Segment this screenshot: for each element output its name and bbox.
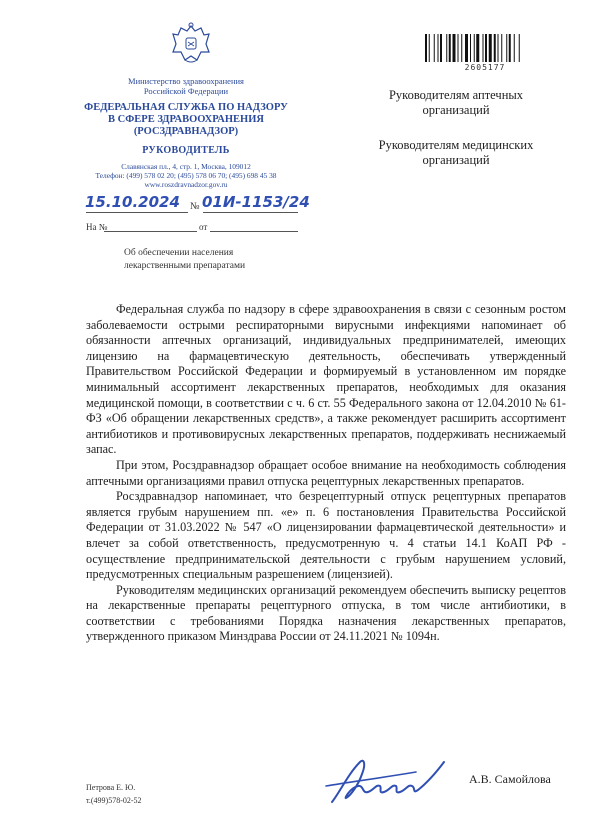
barcode-bar	[509, 34, 511, 62]
barcode-bar	[438, 34, 439, 62]
addressee-medical: Руководителям медицинских организаций	[378, 138, 534, 167]
barcode-bar	[429, 34, 430, 62]
barcode-bar	[476, 34, 479, 62]
barcode-bar	[506, 34, 507, 62]
barcode-bar	[470, 34, 471, 62]
barcode-bar	[449, 34, 451, 62]
barcode-bar	[498, 34, 499, 62]
barcode-bar	[453, 34, 456, 62]
barcode-bar	[514, 34, 515, 62]
barcode-bar	[474, 34, 475, 62]
barcode-bar	[485, 34, 487, 62]
executor-name: Петрова Е. Ю.	[86, 783, 136, 792]
addressee-pharmacies: Руководителям аптечных организаций	[388, 88, 524, 117]
barcode-bar	[434, 34, 435, 62]
barcode-bar	[501, 34, 502, 62]
barcode-bar	[458, 34, 459, 62]
number-sign: №	[190, 201, 200, 212]
barcode-bar	[519, 34, 520, 62]
reply-number-underline	[104, 231, 197, 232]
letter-body	[86, 302, 566, 645]
coat-of-arms-emblem	[171, 22, 211, 66]
barcode-bar	[446, 34, 447, 62]
signer-name: А.В. Самойлова	[469, 772, 551, 786]
reply-date-underline	[210, 231, 298, 232]
handwritten-signature	[320, 752, 470, 808]
barcode-bar	[494, 34, 496, 62]
barcode-icon	[425, 34, 545, 62]
reply-to-label: На №	[86, 222, 108, 232]
service-address: Славянская пл., 4, стр. 1, Москва, 109012 Телефон: (499) 578 02 20; (495) 578 06 70; (495) 698 45 38 www.roszdravnadzor.gov.ru	[95, 162, 277, 189]
body-paragraph: Руководителям медицинских организаций рекомендуем обеспечить выписку рецептов на лекарственные препараты рецептурного отпуска, в том числе антибиотики, в соответствии с требованиями Порядка назначения лекарственных препаратов, утвержденного приказом Минздрава России от 24.11.2021 № 1094н.	[86, 582, 566, 644]
registration-number: 01И-1153/24	[202, 193, 310, 211]
barcode-bar	[440, 34, 442, 62]
date-underline	[86, 211, 188, 213]
barcode-bar	[425, 34, 427, 62]
service-name: ФЕДЕРАЛЬНАЯ СЛУЖБА ПО НАДЗОРУ В СФЕРЕ ЗДРАВООХРАНЕНИЯ (РОСЗДРАВНАДЗОР)	[84, 102, 288, 137]
registration-date: 15.10.2024	[85, 193, 180, 211]
ministry-name: Министерство здравоохранения Российской Федерации	[128, 76, 244, 96]
barcode-number: 2605177	[464, 63, 506, 72]
barcode-bar	[461, 34, 462, 62]
barcode-bar	[483, 34, 484, 62]
number-underline	[203, 211, 298, 213]
body-paragraph: Федеральная служба по надзору в сфере здравоохранения в связи с сезонным ростом заболеваемости острыми респираторными вирусными инфекциями напоминает об обязанности аптечных организаций, индивидуальных предпринимателей, имеющих лицензию на фармацевтическую деятельность, обеспечивать утвержденный Правительством Российской Федерации и формируемый в установленном им порядке минимальный ассортимент лекарственных препаратов, необходимых для оказания медицинской помощи, в соответствии с ч. 6 ст. 55 Федерального закона от 12.04.2010 № 61-ФЗ «Об обращении лекарственных средств», а также рекомендует расширить ассортимент антибиотиков и противовирусных лекарственных препаратов, поддерживать неснижаемый запас.	[86, 302, 566, 457]
head-title: РУКОВОДИТЕЛЬ	[142, 145, 230, 156]
executor-phone: т.(499)578-02-52	[86, 796, 142, 805]
body-paragraph: При этом, Росздравнадзор обращает особое внимание на необходимость соблюдения аптечными организациями правил отпуска рецептурных лекарственных препаратов.	[86, 457, 566, 488]
barcode-bar	[489, 34, 492, 62]
body-paragraph: Росздравнадзор напоминает, что безрецептурный отпуск рецептурных препаратов является грубым нарушением пп. «е» п. 6 постановления Правительства Российской Федерации от 31.03.2022 № 547 «О лицензировании фармацевтической деятельности» и влечет за собой ответственность, предусмотренную ч. 4 статьи 14.1 КоАП РФ - осуществление предпринимательской деятельности с грубым нарушением условий, предусмотренных специальным разрешением (лицензией).	[86, 489, 566, 582]
letter-subject: Об обеспечении населения лекарственными препаратами	[124, 248, 246, 271]
barcode-bar	[465, 34, 468, 62]
reply-from-label: от	[199, 222, 208, 232]
